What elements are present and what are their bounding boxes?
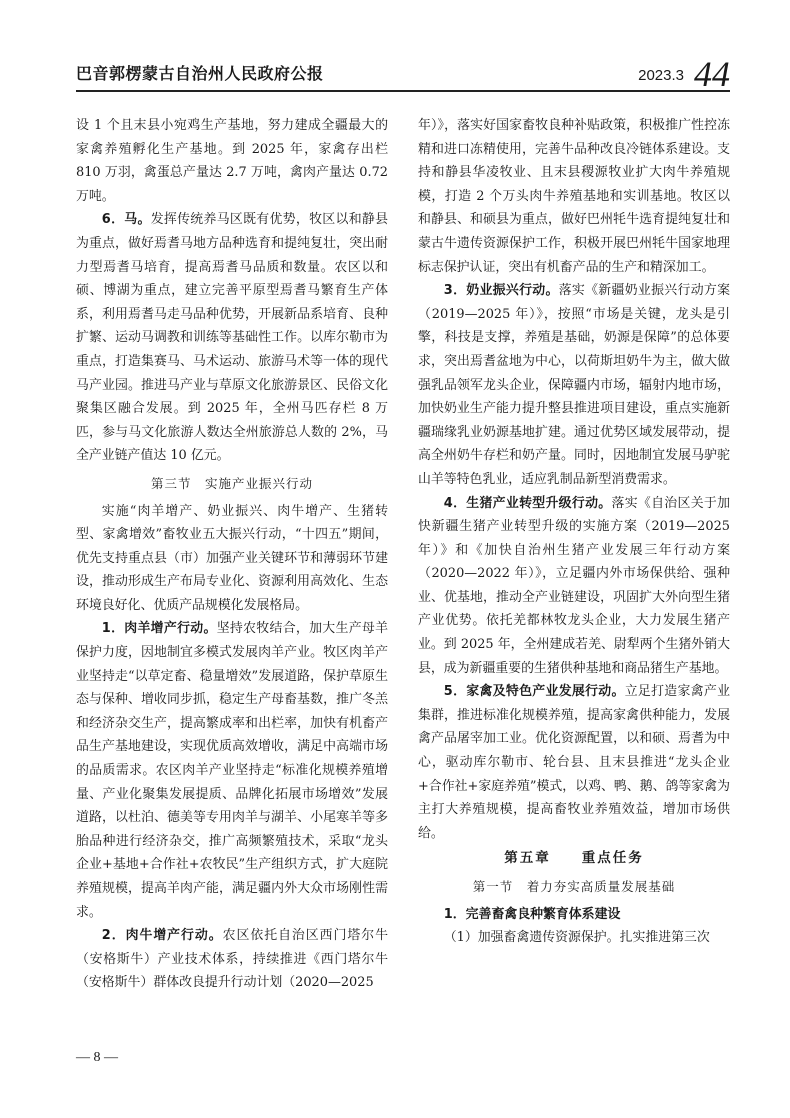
paragraph-dairy: [418, 279, 730, 491]
paragraph-pig: [418, 492, 730, 681]
item-heading: 6．马。: [101, 212, 151, 228]
item-heading: 2．肉牛增产行动。: [101, 928, 223, 944]
section-heading: 第一节 着力夯实高质量发展基础: [472, 879, 676, 894]
paragraph-mutton: [76, 617, 388, 924]
right-column: [418, 114, 730, 950]
item-heading: 3．奶业振兴行动。: [443, 283, 559, 299]
item-body: 农区依托自治区西门塔尔牛（安格斯牛）产业技术体系，持续推进《西门塔尔牛（安格斯牛）群体改良提升行动计划（2020—2025: [76, 928, 388, 991]
paragraph: 设 1 个且末县小宛鸡生产基地，努力建成全疆最大的家禽养殖孵化生产基地。到 2025 年，家禽存出栏 810 万羽，禽蛋总产量达 2.7 万吨，禽肉产量达 0.72 万吨。: [76, 118, 388, 204]
left-column: [76, 114, 388, 995]
item-body: 落实《新疆奶业振兴行动方案（2019—2025 年）》，按照“市场是关键，龙头是引擎，科技是支撑，养殖是基础，奶源是保障”的总体要求，突出焉耆盆地为中心，以荷斯坦奶牛为主，做大做强乳品领军龙头企业，保障疆内市场，辐射内地市场，加快奶业生产能力提升整县推进项目建设，重点实施新疆瑞缘乳业奶源基地扩建。通过优势区域发展带动，提高全州奶牛存栏和奶产量。同时，因地制宜发展马驴驼山羊等特色乳业，适应乳制品新型消费需求。: [418, 283, 730, 487]
item-heading: 5．家禽及特色产业发展行动。: [443, 684, 625, 700]
item-heading: 1．肉羊增产行动。: [101, 621, 217, 637]
item-body: 坚持农牧结合，加大生产母羊保护力度，因地制宜多模式发展肉羊产业。牧区肉羊产业坚持走“以草定畜、稳量增效”发展道路，保护草原生态与保种、增收同步抓，稳定生产母畜基数，推广冬羔和经济杂交生产，提高繁成率和出栏率，加快有机畜产品生产基地建设，实现优质高效增收，满足中高端市场的品质需求。农区肉羊产业坚持走“标准化规模养殖增量、产业化聚集发展提质、品牌化拓展市场增效”发展道路，以杜泊、德美等专用肉羊与湖羊、小尾寒羊等多胎品种进行经济杂交，推广高频繁殖技术，采取“龙头企业+基地+合作社+农牧民”生产组织方式，扩大庭院养殖规模，提高羊肉产能，满足疆内外大众市场刚性需求。: [76, 621, 388, 920]
issue-page-number: 44: [694, 54, 730, 94]
item-body: 发挥传统养马区既有优势，牧区以和静县为重点，做好焉耆马地方品种选育和提纯复壮，突出耐力型焉耆马培育，提高焉耆马品质和数量。农区以和硕、博湖为重点，建立完善平原型焉耆马繁育生产体系，利用焉耆马走马品种优势，开展新品系培育、良种扩繁、运动马调教和训练等基础性工作。以库尔勒市为重点，打造集赛马、马术运动、旅游马术等一体的现代马产业园。推进马产业与草原文化旅游景区、民俗文化聚集区融合发展。到 2025 年，全州马匹存栏 8 万匹，参与马文化旅游人数达全州旅游总人数的 2%，马全产业链产值达 10 亿元。: [76, 212, 388, 464]
item-heading: 1．完善畜禽良种繁育体系建设: [443, 906, 621, 922]
item-body: 立足打造家禽产业集群，推进标准化规模养殖，提高家禽供种能力，发展禽产品屠宰加工业。优化资源配置，以和硕、焉耆为中心，驱动库尔勒市、轮台县、且末县推进“龙头企业+合作社+家庭养殖”模式，以鸡、鸭、鹅、鸽等家禽为主打大养殖规模，提高畜牧业养殖效益，增加市场供给。: [418, 684, 731, 841]
paragraph: （1）加强畜禽遗传资源保护。扎实推进第三次: [443, 930, 710, 946]
chapter-heading: 第五章 重点任务: [504, 850, 644, 867]
paragraph: 年）》，落实好国家畜牧良种补贴政策，积极推广性控冻精和进口冻精使用，完善牛品种改良冷链体系建设。支持和静县华凌牧业、且末县稷源牧业扩大肉牛养殖规模，打造 2 个万头肉牛养殖基地和实训基地。牧区以和静县、和硕县为重点，做好巴州牦牛选育提纯复壮和蒙古牛遗传资源保护工作，积极开展巴州牦牛国家地理标志保护认证，突出有机畜产品的生产和精深加工。: [418, 118, 730, 275]
page-footer-number: — 8 —: [76, 1050, 118, 1065]
paragraph-horse: [76, 208, 388, 468]
item-body: 落实《自治区关于加快新疆生猪产业转型升级的实施方案（2019—2025 年）》和《加快自治州生猪产业发展三年行动方案（2020—2022 年）》，立足疆内外市场保供给、强种业、优基地，推动全产业链建设，巩固扩大外向型生猪产业优势。依托羌都林牧龙头企业，大力发展生猪产业。到 2025 年，全州建成若羌、尉犁两个生猪外销大县，成为新疆重要的生猪供种基地和商品猪生产基地。: [418, 495, 730, 676]
gazette-title: 巴音郭楞蒙古自治州人民政府公报: [76, 64, 324, 83]
subheading: [418, 903, 730, 927]
page-header: [76, 50, 730, 92]
issue-date: 2023.3: [638, 67, 684, 84]
section-heading: 第三节 实施产业振兴行动: [150, 475, 313, 491]
paragraph-poultry: [418, 680, 730, 845]
paragraph: 实施“肉羊增产、奶业振兴、肉牛增产、生猪转型、家禽增效”畜牧业五大振兴行动，“十四五”期间，优先支持重点县（市）加强产业关键环节和薄弱环节建设，推动形成生产布局专业化、资源利用高效化、生态环境良好化、优质产品规模化发展格局。: [76, 503, 388, 613]
item-heading: 4．生猪产业转型升级行动。: [443, 495, 612, 511]
paragraph-beef: [76, 924, 388, 995]
